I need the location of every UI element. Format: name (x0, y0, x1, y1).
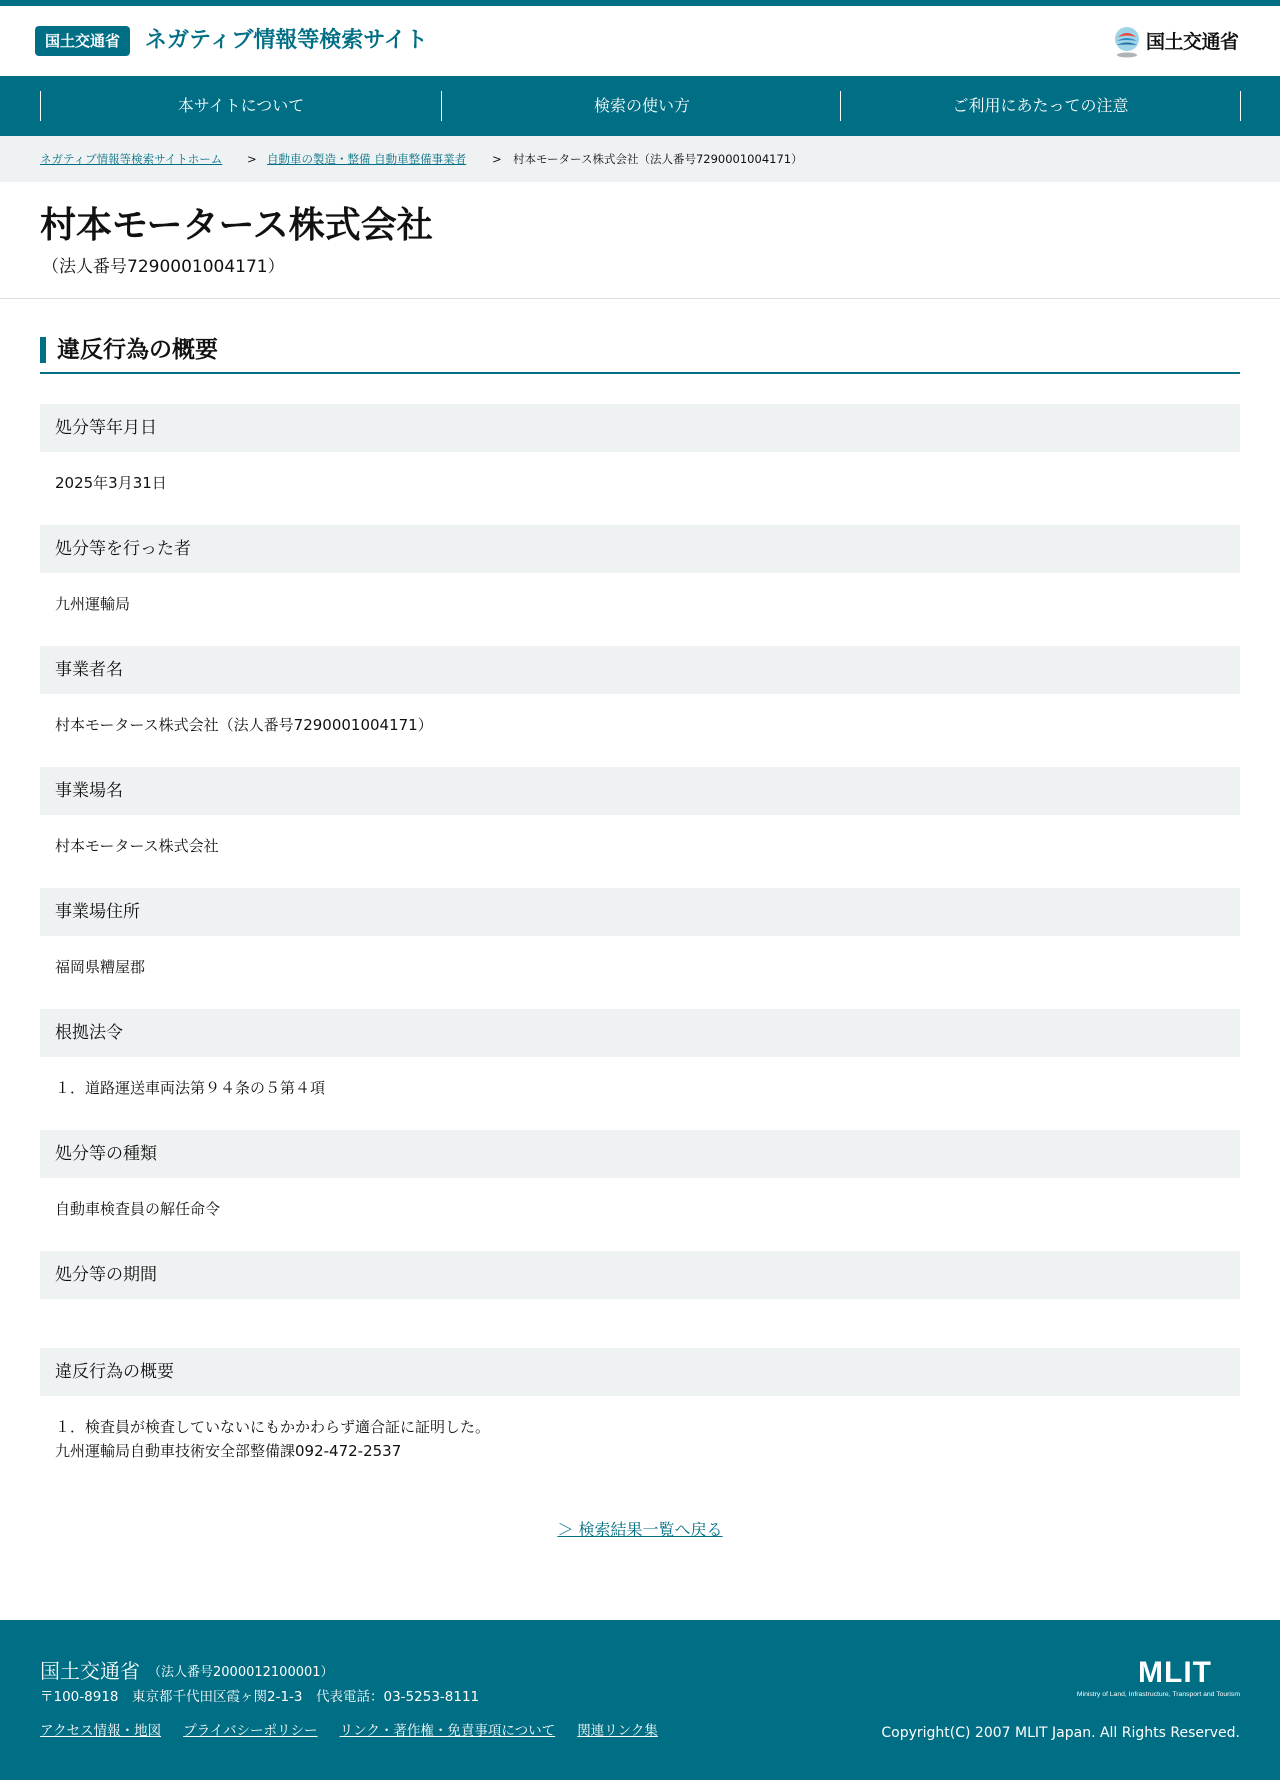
ministry-badge[interactable]: 国土交通省 (35, 26, 130, 56)
field-label-date: 処分等年月日 (40, 404, 1240, 452)
footer-links (40, 1720, 675, 1742)
field-value-legal-basis: １．道路運送車両法第９４条の５第４項 (55, 1079, 326, 1097)
corporate-number: （法人番号7290001004171） (42, 257, 285, 277)
nav-item-howto[interactable]: 検索の使い方 (441, 91, 842, 121)
footer-ministry: 国土交通省 (40, 1659, 140, 1683)
footer-address: 〒100-8918 東京都千代田区霞ヶ関2-1-3 代表電話：03-5253-8111 (40, 1689, 480, 1705)
logo-text: 国土交通省 (1146, 31, 1239, 53)
field-label-period: 処分等の期間 (40, 1251, 1240, 1299)
mlit-brand-logo (1076, 1652, 1240, 1700)
footer-link-privacy[interactable]: プライバシーポリシー (183, 1723, 318, 1739)
brand-subtext: Ministry of Land, Infrastructure, Transport and Tourism (1076, 1691, 1240, 1698)
site-header (0, 6, 1280, 76)
nav-item-notes[interactable]: ご利用にあたっての注意 (840, 91, 1241, 121)
field-value-contact: 九州運輸局自動車技術安全部整備課092-472-2537 (55, 1442, 402, 1460)
main-nav (0, 76, 1280, 136)
footer-link-copyright[interactable]: リンク・著作権・免責事項について (339, 1723, 556, 1739)
footer-corp-number: （法人番号2000012100001） (148, 1665, 334, 1680)
field-value-business-name: 村本モータース株式会社（法人番号7290001004171） (55, 716, 433, 734)
ministry-logo[interactable] (1112, 24, 1239, 60)
breadcrumb-current: 村本モータース株式会社（法人番号7290001004171） (513, 152, 803, 166)
breadcrumb-separator: > (492, 152, 502, 166)
brand-text: MLIT (1138, 1656, 1212, 1689)
section-heading (40, 332, 1240, 374)
field-value-date: 2025年3月31日 (55, 474, 167, 492)
field-label-violation-summary: 違反行為の概要 (40, 1348, 1240, 1396)
site-title[interactable]: ネガティブ情報等検索サイト (145, 28, 428, 53)
back-to-results (0, 1518, 1280, 1542)
field-label-business-name: 事業者名 (40, 646, 1240, 694)
footer-copyright: Copyright(C) 2007 MLIT Japan. All Rights Reserved. (881, 1725, 1240, 1741)
field-value-disposition-type: 自動車検査員の解任命令 (55, 1200, 221, 1218)
site-footer (0, 1620, 1280, 1780)
field-value-site-address: 福岡県糟屋郡 (55, 958, 146, 976)
field-label-authority: 処分等を行った者 (40, 525, 1240, 573)
section-bar (40, 337, 46, 363)
footer-link-access[interactable]: アクセス情報・地図 (40, 1723, 162, 1739)
breadcrumb-home-link[interactable]: ネガティブ情報等検索サイトホーム (40, 152, 223, 166)
page-title: 村本モータース株式会社 (40, 205, 433, 246)
section-title: 違反行為の概要 (57, 337, 218, 363)
back-to-results-link[interactable]: ＞ 検索結果一覧へ戻る (557, 1520, 723, 1539)
field-label-disposition-type: 処分等の種類 (40, 1130, 1240, 1178)
field-label-site-name: 事業場名 (40, 767, 1240, 815)
field-label-site-address: 事業場住所 (40, 888, 1240, 936)
field-value-violation-summary: １．検査員が検査していないにもかかわらず適合証に証明した。 (55, 1418, 491, 1436)
field-label-legal-basis: 根拠法令 (40, 1009, 1240, 1057)
field-value-site-name: 村本モータース株式会社 (55, 837, 219, 855)
divider (0, 298, 1280, 299)
footer-link-related[interactable]: 関連リンク集 (577, 1723, 658, 1739)
breadcrumb (0, 136, 1280, 182)
mlit-wave-icon (1112, 25, 1142, 59)
breadcrumb-separator: > (247, 152, 257, 166)
breadcrumb-category-link[interactable]: 自動車の製造・整備 自動車整備事業者 (267, 152, 467, 166)
nav-item-about[interactable]: 本サイトについて (40, 91, 441, 121)
field-value-authority: 九州運輸局 (55, 595, 131, 613)
